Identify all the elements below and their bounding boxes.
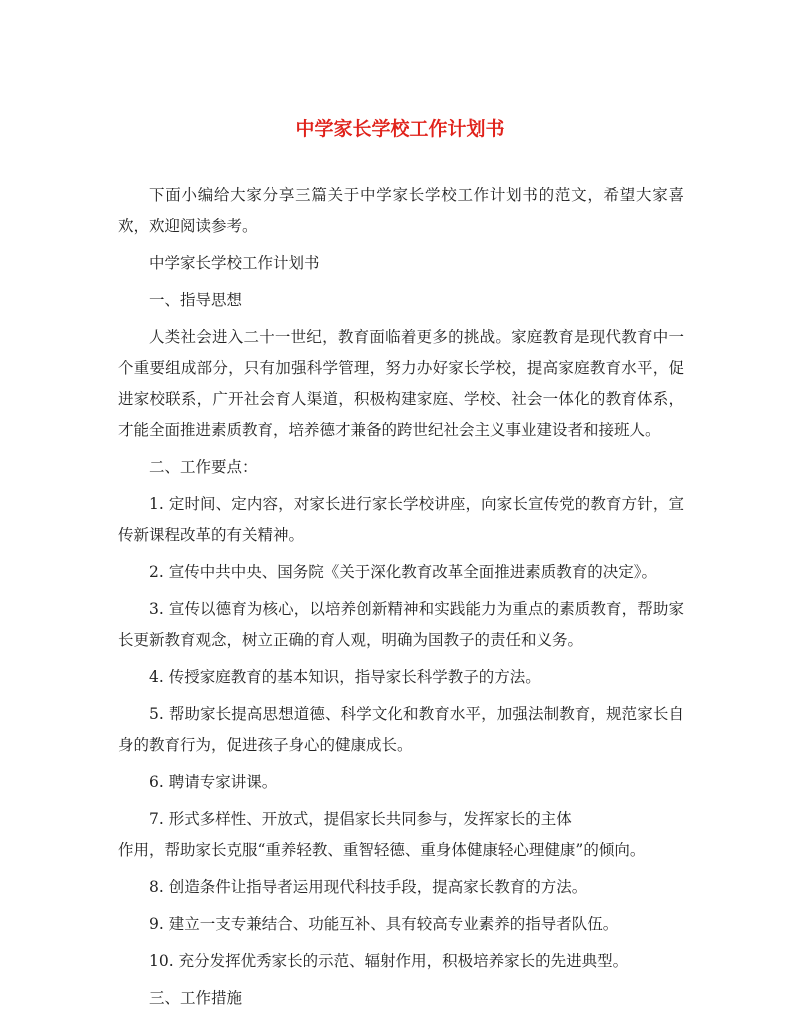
- point-4: 4. 传授家庭教育的基本知识，指导家长科学教子的方法。: [149, 668, 541, 686]
- subtitle-line: 中学家长学校工作计划书: [149, 254, 320, 272]
- guiding-thought-paragraph: 人类社会进入二十一世纪，教育面临着更多的挑战。家庭教育是现代教育中一个重要组成部分，只有加强科学管理，努力办好家长学校，提高家庭教育水平，促进家校联系，广开社会育人渠道，积极构建家庭、学校、社会一体化的教育体系，才能全面推进素质教育，培养德才兼备的跨世纪社会主义事业建设者和接班人。: [118, 328, 684, 439]
- point-2: 2. 宣传中共中央、国务院《关于深化教育改革全面推进素质教育的决定》。: [149, 563, 657, 581]
- point-6: 6. 聘请专家讲课。: [149, 773, 278, 791]
- section-heading-2: 二、工作要点：: [149, 458, 258, 476]
- point-8: 8. 创造条件让指导者运用现代科技手段，提高家长教育的方法。: [149, 878, 588, 896]
- point-10: 10. 充分发挥优秀家长的示范、辐射作用，积极培养家长的先进典型。: [149, 952, 629, 970]
- point-3: 3. 宣传以德育为核心，以培养创新精神和实践能力为重点的素质教育，帮助家长更新教育观念，树立正确的育人观，明确为国教子的责任和义务。: [118, 600, 684, 649]
- point-5: 5. 帮助家长提高思想道德、科学文化和教育水平，加强法制教育，规范家长自身的教育行为，促进孩子身心的健康成长。: [118, 705, 684, 754]
- intro-paragraph: 下面小编给大家分享三篇关于中学家长学校工作计划书的范文，希望大家喜欢，欢迎阅读参考。: [118, 186, 684, 235]
- point-1: 1. 定时间、定内容，对家长进行家长学校讲座，向家长宣传党的教育方针，宣传新课程改革的有关精神。: [118, 495, 684, 544]
- document-title: 中学家长学校工作计划书: [295, 118, 505, 140]
- point-7: 7. 形式多样性、开放式，提倡家长共同参与，发挥家长的主体: [149, 810, 572, 828]
- point-9: 9. 建立一支专兼结合、功能互补、具有较高专业素养的指导者队伍。: [149, 915, 619, 933]
- section-heading-3: 三、工作措施: [149, 989, 243, 1007]
- document-body: [118, 180, 684, 1020]
- point-7-continued: 作用，帮助家长克服“重养轻教、重智轻德、重身体健康轻心理健康”的倾向。: [118, 841, 646, 859]
- section-heading-1: 一、指导思想: [149, 291, 243, 309]
